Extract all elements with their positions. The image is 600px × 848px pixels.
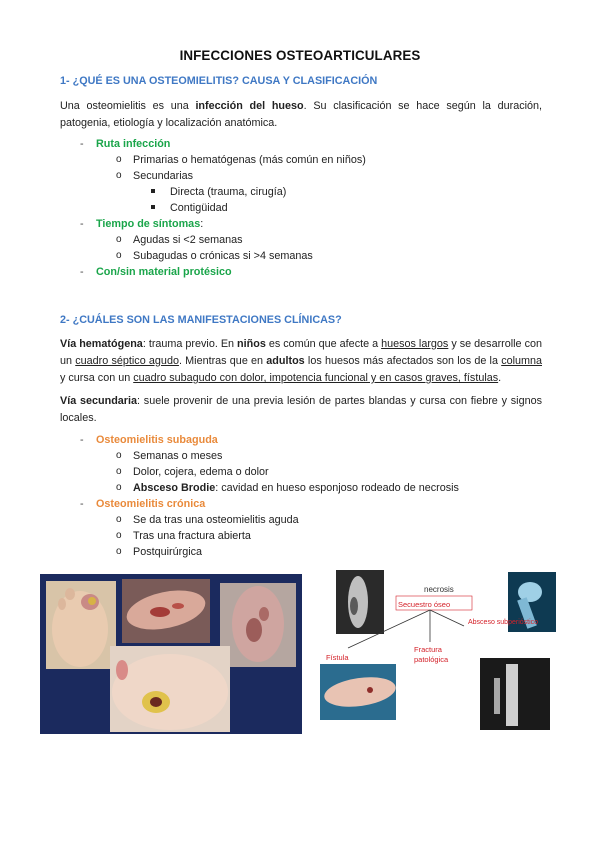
postquirurgica-item: Postquirúrgica: [133, 546, 203, 558]
via-hematogena-paragraph: Vía hematógena: trauma previo. En niños es común que afecte a huesos largos y se desarrolle con un cuadro séptico agudo. Mientras que en adultos los huesos más afectados son los de la columna y cursa con un cuadro subagudo con dolor, impotencia funcional y en casos graves, fístulas.: [60, 338, 542, 384]
bullet-dash: -: [80, 266, 84, 278]
shin-photo: [220, 583, 296, 667]
document-title: INFECCIONES OSTEOARTICULARES: [179, 48, 421, 63]
sole-ulcer-photo: [110, 646, 230, 732]
fractura-abierta-item: Tras una fractura abierta: [133, 530, 251, 542]
square-bullet: [151, 189, 155, 193]
osteomyelitis-diagram: [318, 566, 558, 736]
osteomielitis-subaguda-label: Osteomielitis subaguda: [96, 434, 218, 446]
dolor-item: Dolor, cojera, edema o dolor: [133, 466, 269, 478]
bullet-dash: -: [80, 138, 84, 150]
secuestro-label: Secuestro óseo: [398, 600, 451, 609]
section-1-intro: Una osteomielitis es una infección del hueso. Su clasificación se hace según la duración, patogenia, etiología y localización anatómica.: [60, 100, 543, 129]
circle-bullet: o: [116, 530, 122, 541]
xray-fracture-bone-2: [494, 678, 500, 714]
circle-bullet: o: [116, 482, 122, 493]
secundarias-item: Secundarias: [133, 170, 194, 182]
connector-line: [430, 610, 464, 626]
circle-bullet: o: [116, 514, 122, 525]
via-secundaria-paragraph: Vía secundaria: suele provenir de una previa lesión de partes blandas y cursa con fiebre y signos locales.: [60, 395, 542, 424]
semanas-item: Semanas o meses: [133, 450, 223, 462]
xray-joint-shape: [518, 582, 542, 602]
tras-aguda-item: Se da tras una osteomielitis aguda: [133, 514, 299, 526]
square-bullet: [151, 205, 155, 209]
osteomielitis-cronica-label: Osteomielitis crónica: [96, 498, 206, 510]
agudas-item: Agudas si <2 semanas: [133, 234, 243, 246]
material-protesico-label: Con/sin material protésico: [96, 266, 232, 278]
absceso-label: Absceso subperióstico: [468, 619, 539, 626]
directa-item: Directa (trauma, cirugía): [170, 186, 287, 198]
necrosis-label: necrosis: [424, 585, 454, 594]
ruta-infeccion-label: Ruta infección: [96, 138, 171, 150]
circle-bullet: o: [116, 466, 122, 477]
bullet-dash: -: [80, 218, 84, 230]
fistula-lesion-shape: [367, 687, 373, 693]
patologica-label: patológica: [414, 655, 449, 664]
fistula-label: Fístula: [326, 653, 349, 662]
contiguidad-item: Contigüidad: [170, 202, 228, 214]
circle-bullet: o: [116, 546, 122, 557]
absceso-brodie-item: Absceso Brodie: cavidad en hueso esponjoso rodeado de necrosis: [133, 482, 459, 494]
xray-lesion-shape: [350, 597, 358, 615]
clinical-photos-panel: [40, 574, 302, 734]
subagudas-item: Subagudas o crónicas si >4 semanas: [133, 250, 313, 262]
bullet-dash: -: [80, 498, 84, 510]
leg-ulcer-photo: [122, 579, 210, 643]
primarias-item: Primarias o hematógenas (más común en niños): [133, 154, 366, 166]
fractura-label: Fractura: [414, 645, 442, 654]
circle-bullet: o: [116, 234, 122, 245]
section-2-heading: 2- ¿CUÁLES SON LAS MANIFESTACIONES CLÍNICAS?: [60, 314, 342, 326]
circle-bullet: o: [116, 154, 122, 165]
circle-bullet: o: [116, 170, 122, 181]
xray-fracture-bone: [506, 664, 518, 726]
foot-photo: [46, 581, 116, 669]
circle-bullet: o: [116, 250, 122, 261]
bullet-dash: -: [80, 434, 84, 446]
circle-bullet: o: [116, 450, 122, 461]
tiempo-sintomas-label: Tiempo de síntomas:: [96, 218, 204, 230]
section-1-heading: 1- ¿QUÉ ES UNA OSTEOMIELITIS? CAUSA Y CLASIFICACIÓN: [60, 75, 378, 87]
